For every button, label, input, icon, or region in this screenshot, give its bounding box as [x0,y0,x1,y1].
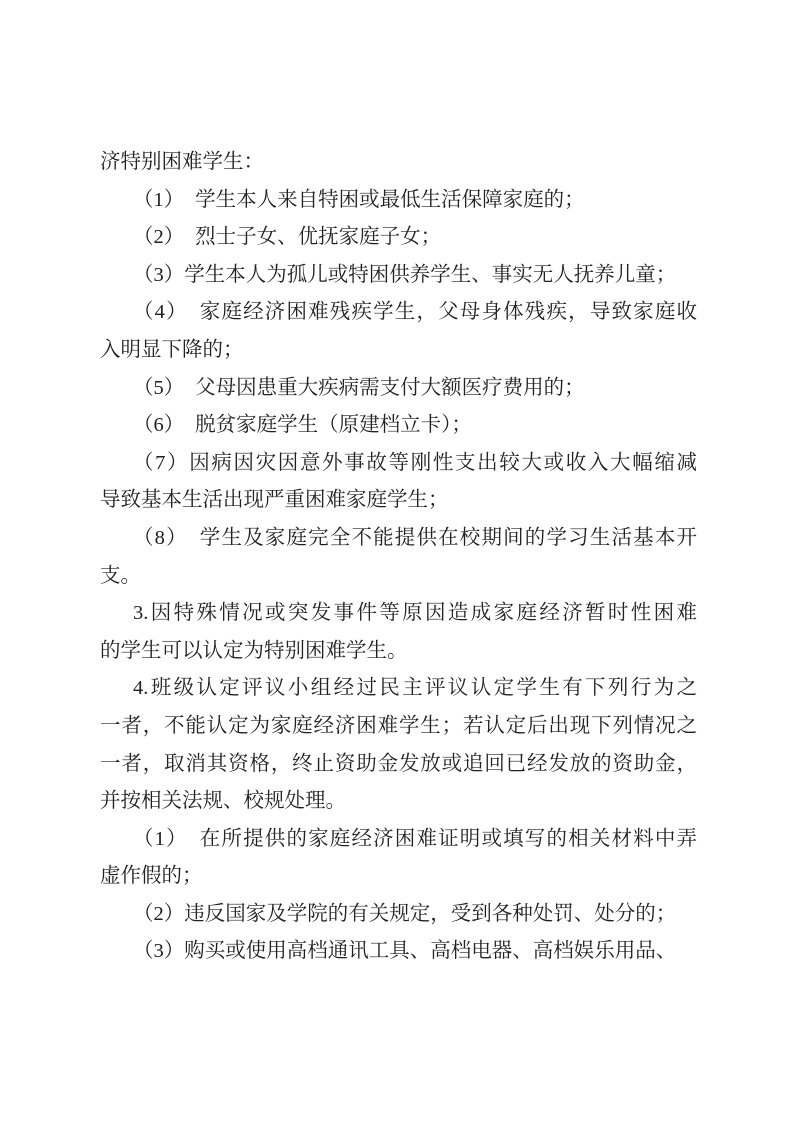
text-line: （3）学生本人为孤儿或特困供养学生、事实无人抚养儿童； [133,263,677,286]
paragraph [100,257,697,295]
paragraph [100,821,697,896]
text-line: （5） 父母因患重大疾病需支付大额医疗费用的； [133,376,585,399]
text-line: （7）因病因灾因意外事故等刚性支出较大或收入大幅缩减 [133,451,697,474]
text-line: （1） 学生本人来自特困或最低生活保障家庭的； [133,188,585,211]
paragraph [100,294,697,369]
text-line: 4.班级认定评议小组经过民主评议认定学生有下列行为之 [133,677,697,700]
paragraph [100,144,697,182]
text-line: 3.因特殊情况或突发事件等原因造成家庭经济暂时性困难 [133,602,697,625]
text-line: 济特别困难学生： [100,151,264,173]
text-line: 一者，不能认定为家庭经济困难学生；若认定后出现下列情况之 [100,714,697,737]
text-line: （4） 家庭经济困难残疾学生，父母身体残疾，导致家庭收 [133,301,697,324]
page-body-text [100,144,697,971]
paragraph [100,407,697,445]
paragraph [100,445,697,520]
text-line: （2）违反国家及学院的有关规定，受到各种处罚、处分的； [133,902,677,925]
text-line: （2） 烈士子女、优抚家庭子女； [133,226,442,249]
text-line: （6） 脱贫家庭学生（原建档立卡）； [133,414,472,437]
paragraph [100,370,697,408]
paragraph [100,595,697,670]
text-line: （8） 学生及家庭完全不能提供在校期间的学习生活基本开 [133,526,697,549]
text-line: 支。 [100,564,141,587]
paragraph [100,182,697,220]
paragraph [100,219,697,257]
text-line: 一者，取消其资格，终止资助金发放或追回已经发放的资助金， [100,752,697,775]
text-line: （3）购买或使用高档通讯工具、高档电器、高档娱乐用品、 [133,940,677,963]
paragraph [100,933,697,971]
text-line: 并按相关法规、校规处理。 [100,790,346,813]
text-line: 虚作假的； [100,865,203,888]
text-line: （1） 在所提供的家庭经济困难证明或填写的相关材料中弄 [133,827,697,850]
paragraph [100,896,697,934]
paragraph [100,520,697,595]
text-line: 的学生可以认定为特别困难学生。 [100,639,408,662]
paragraph [100,670,697,820]
text-line: 入明显下降的； [100,338,244,361]
text-line: 导致基本生活出现严重困难家庭学生； [100,489,449,512]
